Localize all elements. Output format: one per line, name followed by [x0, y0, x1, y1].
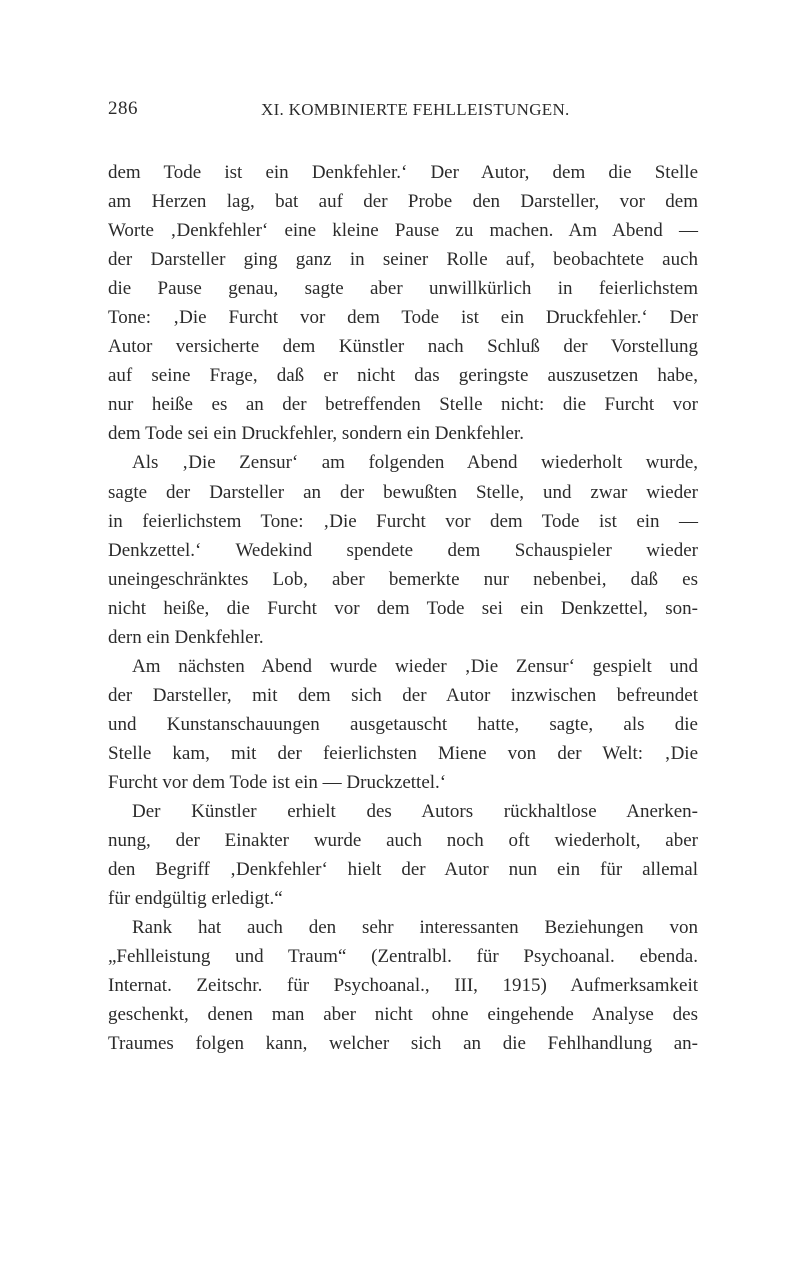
text-line: nicht heiße, die Furcht vor dem Tode sei ein Denkzettel, son-: [108, 597, 698, 619]
text-line: Denkzettel.‘ Wedekind spendete dem Schauspieler wieder: [108, 539, 698, 561]
text-line: in feierlichstem Tone: ‚Die Furcht vor dem Tode ist ein —: [108, 510, 698, 532]
text-line: dem Tode sei ein Druckfehler, sondern ein Denkfehler.: [108, 423, 524, 445]
text-line: sagte der Darsteller an der bewußten Stelle, und zwar wieder: [108, 481, 698, 503]
text-line: uneingeschränktes Lob, aber bemerkte nur nebenbei, daß es: [108, 568, 698, 590]
text-line: dem Tode ist ein Denkfehler.‘ Der Autor, dem die Stelle: [108, 162, 698, 183]
text-line: Tone: ‚Die Furcht vor dem Tode ist ein Druckfehler.‘ Der: [108, 307, 698, 329]
text-line: dern ein Denkfehler.: [108, 626, 264, 648]
text-line: und Kunstanschauungen ausgetauscht hatte, sagte, als die: [108, 713, 698, 735]
text-line: Als ‚Die Zensur‘ am folgenden Abend wiederholt wurde,: [132, 452, 698, 474]
text-line: der Darsteller ging ganz in seiner Rolle auf, beobachtete auch: [108, 249, 698, 271]
text-line: Internat. Zeitschr. für Psychoanal., III, 1915) Aufmerksamkeit: [108, 975, 698, 997]
text-line: den Begriff ‚Denkfehler‘ hielt der Autor nun ein für allemal: [108, 859, 698, 881]
text-line: der Darsteller, mit dem sich der Autor inzwischen befreundet: [108, 684, 698, 706]
page-number: 286: [108, 98, 138, 119]
body-text: [108, 158, 698, 1058]
text-line: am Herzen lag, bat auf der Probe den Darsteller, vor dem: [108, 191, 698, 213]
text-line: Der Künstler erhielt des Autors rückhaltlose Anerken-: [132, 801, 698, 823]
text-line: nung, der Einakter wurde auch noch oft wiederholt, aber: [108, 830, 698, 852]
text-line: Worte ‚Denkfehler‘ eine kleine Pause zu machen. Am Abend —: [108, 220, 698, 242]
text-line: „Fehlleistung und Traum“ (Zentralbl. für Psychoanal. ebenda.: [108, 946, 698, 968]
text-line: geschenkt, denen man aber nicht ohne eingehende Analyse des: [108, 1004, 698, 1026]
text-line: nur heiße es an der betreffenden Stelle nicht: die Furcht vor: [108, 394, 698, 416]
text-line: die Pause genau, sagte aber unwillkürlich in feierlichstem: [108, 278, 698, 300]
text-line: Rank hat auch den sehr interessanten Beziehungen von: [132, 917, 698, 939]
text-line: auf seine Frage, daß er nicht das geringste auszusetzen habe,: [108, 365, 698, 387]
page-header: [108, 98, 708, 128]
text-line: Furcht vor dem Tode ist ein — Druckzettel.‘: [108, 771, 447, 793]
text-line: Traumes folgen kann, welcher sich an die Fehlhandlung an-: [108, 1033, 698, 1055]
text-line: für endgültig erledigt.“: [108, 888, 283, 910]
running-head: XI. KOMBINIERTE FEHLLEISTUNGEN.: [261, 100, 570, 119]
text-line: Am nächsten Abend wurde wieder ‚Die Zensur‘ gespielt und: [132, 655, 698, 677]
text-line: Autor versicherte dem Künstler nach Schluß der Vorstellung: [108, 336, 698, 358]
text-line: Stelle kam, mit der feierlichsten Miene von der Welt: ‚Die: [108, 742, 698, 764]
